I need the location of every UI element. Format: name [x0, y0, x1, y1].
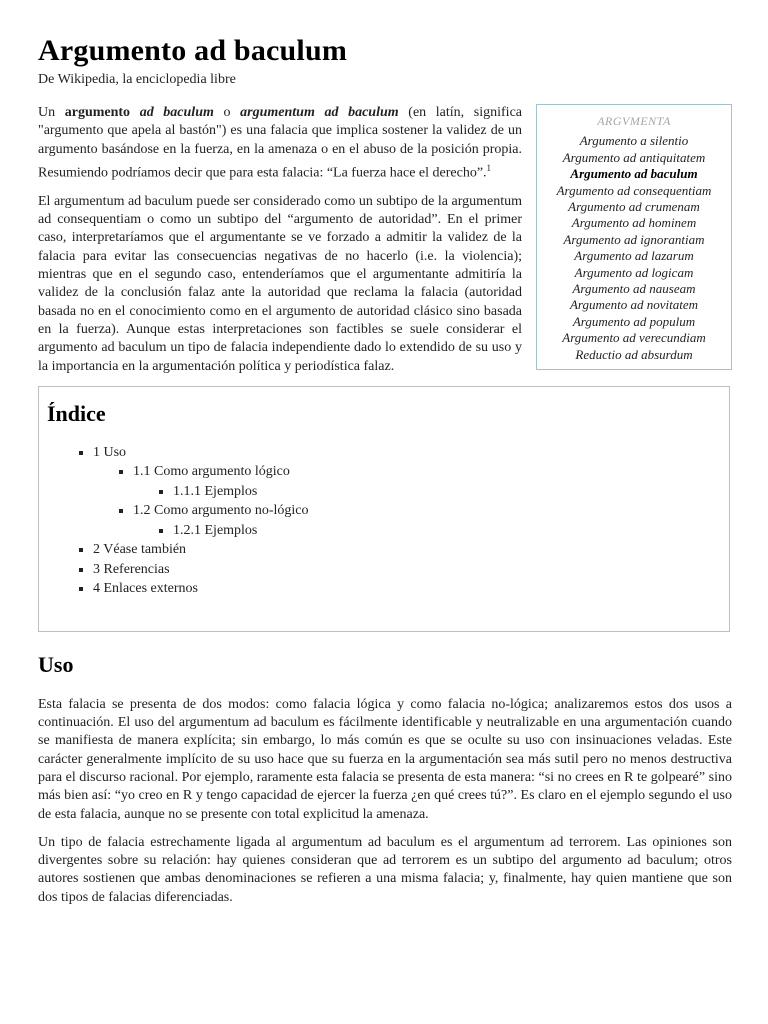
- navbox-item-reductio[interactable]: Reductio ad absurdum: [575, 346, 693, 362]
- page-subtitle: De Wikipedia, la enciclopedia libre: [38, 72, 236, 87]
- toc-item-no-logico[interactable]: ▪ 1.2 Como argumento no-lógico ▪ 1.2.1 Ejemplos: [133, 501, 721, 540]
- intro-text: (en latín, significa "argumento que apela al bastón") es una falacia que implica sostener la validez de un argumento basándose en la fuerza, en la amenaza o en el abuso de la posición propia. Resumiendo podríamos decir que para esta falacia: “La fuerza hace el derecho”.: [38, 105, 522, 181]
- toc-item-logico[interactable]: ▪ 1.1 Como argumento lógico ▪ 1.1.1 Ejemplos: [133, 462, 721, 501]
- intro-o: o: [213, 105, 241, 120]
- table-of-contents: [38, 386, 730, 632]
- reference-1[interactable]: 1: [486, 162, 492, 173]
- navbox-item-antiquitatem[interactable]: Argumento ad antiquitatem: [562, 149, 706, 165]
- paragraph-2: El argumentum ad baculum puede ser considerado como un subtipo de la argumentum ad consequentiam o como un subtipo del “argumento de autoridad”. En el primer caso, interpretaríamos que el argumentante se ve forzado a admitir la validez de la falacia para evitar las consecuencias negativas de no hacerlo (i.e. la violencia); mientras que en el segundo caso, entenderíamos que el argumentante admitiría la validez de la conclusión falaz ante la autoridad que reclama la falacia (autoridad basada no en el conocimiento como en el argumento de autoridad clásico sino basada en la fuerza). Aunque estas interpretaciones son factibles se suele considerar el argumento ad baculum un tipo de falacia independiente dado lo extendido de su uso y la importancia en la argumentación política y periodística falaz.: [38, 193, 522, 374]
- navbox-item-novitatem[interactable]: Argumento ad novitatem: [569, 297, 699, 313]
- toc-item-uso[interactable]: ▪ 1 Uso ▪ 1.1 Como argumento lógico ▪ 1.1.1 Ejemplos ▪ 1.2 Como argumento no-lógico ▪ 1.2.1 Ejemplos: [93, 443, 721, 541]
- toc-heading: Índice: [47, 400, 106, 426]
- navbox-item-verecundiam[interactable]: Argumento ad verecundiam: [562, 330, 706, 346]
- page-title: Argumento ad baculum: [38, 34, 348, 67]
- argumenta-navbox: [536, 104, 732, 370]
- navbox-item-ignorantiam[interactable]: Argumento ad ignorantiam: [563, 231, 705, 247]
- term-argumentum-ad-baculum: argumentum ad baculum: [240, 105, 399, 120]
- navbox-item-nauseam[interactable]: Argumento ad nauseam: [572, 281, 696, 297]
- navbox-item-lazarum[interactable]: Argumento ad lazarum: [574, 248, 694, 264]
- navbox-title: ARGVMENTA: [597, 114, 671, 128]
- uso-paragraph-1: Esta falacia se presenta de dos modos: como falacia lógica y como falacia no-lógica; analizaremos estos dos usos a continuación. El uso del argumentum ad baculum es fácilmente identificable y neutralizable en una argumentación cuando se manifiesta de manera explícita; sin embargo, lo más común es que se oculte su uso con insinuaciones veladas. Este carácter generalmente implícito de su uso hace que su fuerza en la argumentación sea más sutil pero no menos destructiva para el discurso racional. Por ejemplo, raramente esta falacia se presenta de esta manera: “si no crees en R te golpearé” sino más bien así: “yo creo en R y tengo capacidad de ejercer la fuerza ¿en qué crees tú?”. Es claro en el ejemplo segundo el uso de esta falacia, aunque no se presente con total explicitud la amenaza.: [38, 696, 732, 822]
- navbox-item-crumenam[interactable]: Argumento ad crumenam: [568, 199, 700, 215]
- toc-item-enlaces[interactable]: ▪ 4 Enlaces externos: [93, 579, 721, 599]
- toc-list: [47, 443, 721, 599]
- navbox-item-silentio[interactable]: Argumento a silentio: [579, 133, 689, 149]
- navbox-list: [537, 133, 731, 363]
- navbox-item-baculum-current: Argumento ad baculum: [570, 166, 698, 182]
- navbox-item-hominem[interactable]: Argumento ad hominem: [571, 215, 697, 231]
- toc-item-ejemplos-1[interactable]: ▪ 1.1.1 Ejemplos: [173, 482, 721, 502]
- term-argumento: argumento: [64, 105, 140, 120]
- navbox-item-logicam[interactable]: Argumento ad logicam: [574, 264, 694, 280]
- toc-item-ejemplos-2[interactable]: ▪ 1.2.1 Ejemplos: [173, 521, 721, 541]
- toc-item-vease[interactable]: ▪ 2 Véase también: [93, 540, 721, 560]
- term-ad-baculum: ad baculum: [139, 105, 214, 120]
- article-content: [38, 104, 732, 917]
- toc-item-referencias[interactable]: ▪ 3 Referencias: [93, 560, 721, 580]
- uso-paragraph-2: Un tipo de falacia estrechamente ligada al argumentum ad baculum es el argumentum ad terrorem. Las opiniones son divergentes sobre su relación: hay quienes consideran que ad terrorem es un subtipo del argumento ad baculum; otros autores sostienen que ambas denominaciones se refieren a una misma falacia; y, finalmente, hay quien mantiene que son dos tipos de falacias diferenciadas.: [38, 834, 732, 905]
- section-heading-uso: Uso: [38, 651, 74, 677]
- navbox-item-consequentiam[interactable]: Argumento ad consequentiam: [556, 182, 712, 198]
- navbox-item-populum[interactable]: Argumento ad populum: [572, 313, 696, 329]
- intro-un: Un: [38, 105, 65, 120]
